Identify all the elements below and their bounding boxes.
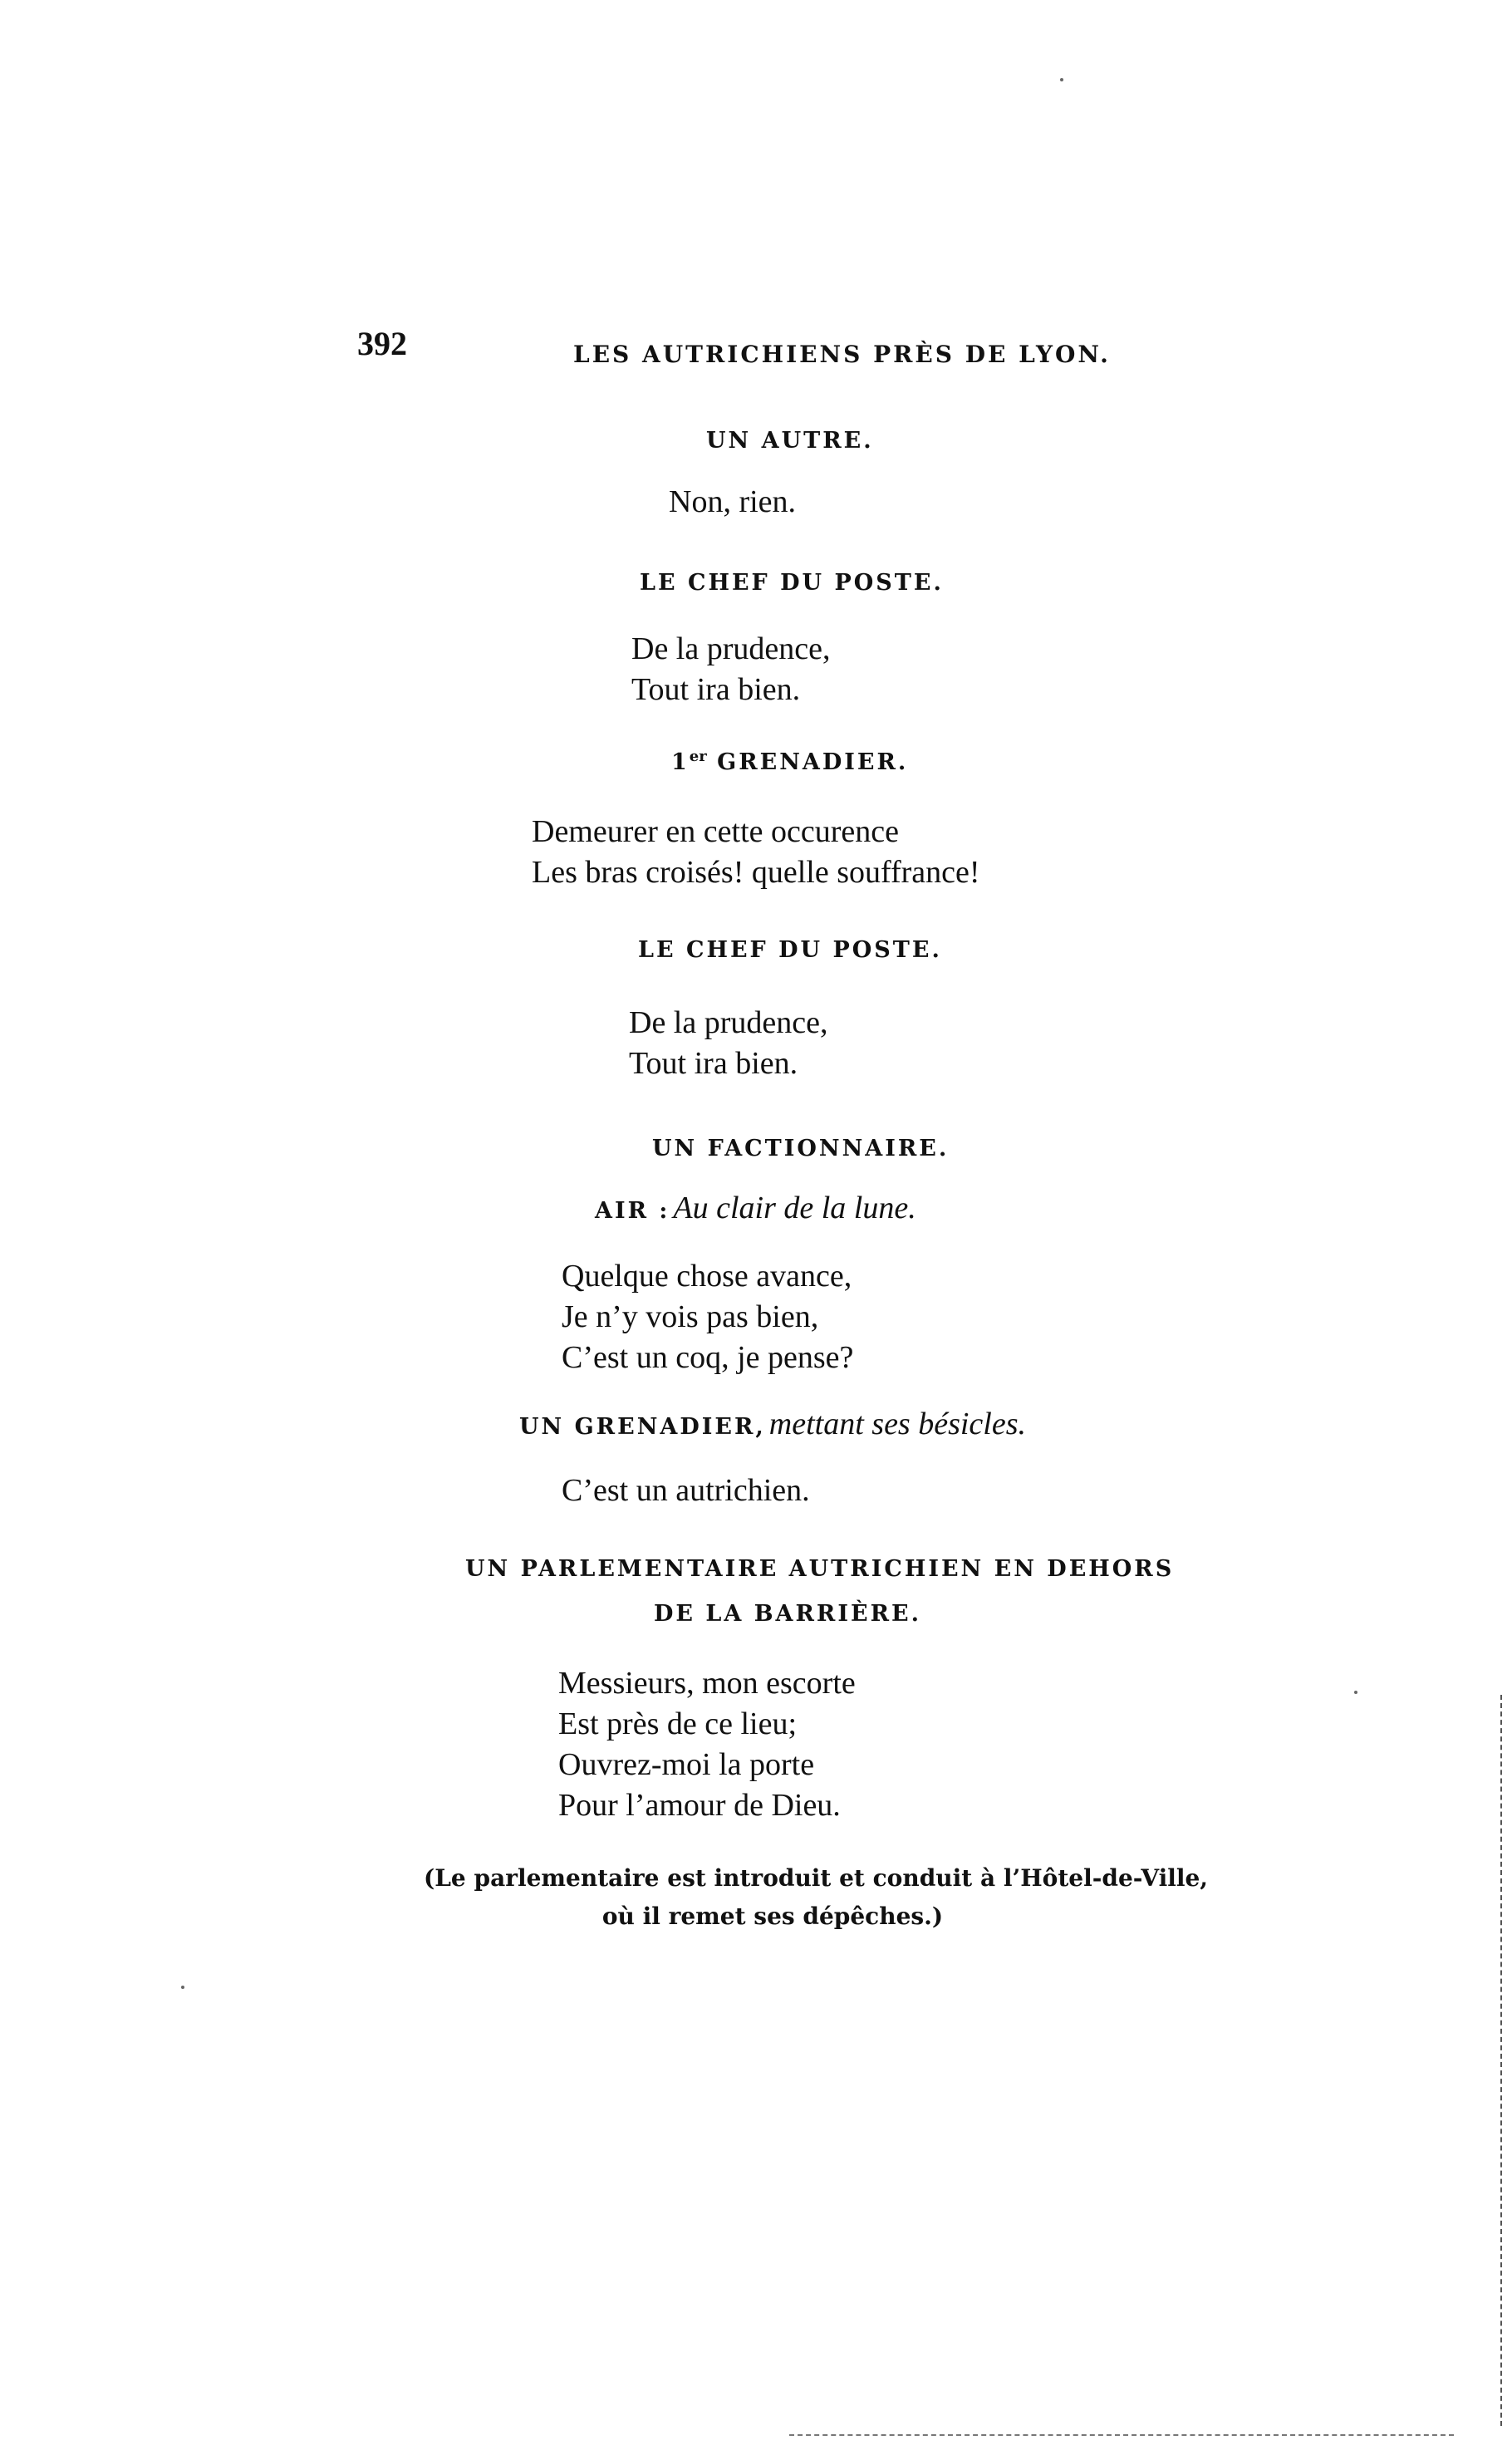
verse-line: De la prudence,: [631, 631, 831, 666]
verse-line: De la prudence,: [629, 1005, 828, 1040]
scan-speck: [1354, 1691, 1357, 1694]
page-number: 392: [357, 325, 407, 362]
verse-line: Non, rien.: [669, 484, 797, 519]
speaker-number: 1: [671, 749, 690, 775]
speaker-chef-du-poste: LE CHEF DU POSTE.: [640, 570, 944, 596]
speaker-ordinal: er: [689, 748, 707, 765]
speaker-premier-grenadier: [671, 748, 908, 775]
speaker-name: UN GRENADIER,: [519, 1414, 766, 1440]
air-title: Au clair de la lune.: [673, 1191, 916, 1225]
stage-direction-line: où il remet ses dépêches.): [601, 1903, 944, 1930]
verse-line: Les bras croisés! quelle souffrance!: [532, 855, 980, 890]
scan-speck: [1060, 78, 1063, 81]
speaker-parlementaire-cont: DE LA BARRIÈRE.: [654, 1601, 922, 1627]
speaker-chef-du-poste: LE CHEF DU POSTE.: [638, 937, 942, 963]
running-head: LES AUTRICHIENS PRÈS DE LYON.: [573, 341, 1111, 368]
verse-line: Pour l’amour de Dieu.: [558, 1788, 841, 1823]
verse-line: Je n’y vois pas bien,: [562, 1299, 819, 1334]
verse-line: Est près de ce lieu;: [558, 1706, 798, 1741]
verse-line: Demeurer en cette occurence: [532, 814, 899, 849]
verse-line: Tout ira bien.: [631, 672, 801, 707]
air-line: [595, 1190, 916, 1226]
verse-line: C’est un coq, je pense?: [562, 1340, 854, 1375]
speaker-grenadier: [519, 1406, 1026, 1442]
air-label: AIR :: [595, 1198, 670, 1224]
verse-line: Ouvrez-moi la porte: [558, 1747, 815, 1782]
verse-line: C’est un autrichien.: [562, 1473, 810, 1508]
scan-speck: [181, 1986, 184, 1989]
speaker-parlementaire: UN PARLEMENTAIRE AUTRICHIEN EN DEHORS: [465, 1556, 1175, 1582]
stage-direction-line: (Le parlementaire est introduit et conduit à l’Hôtel-de-Ville,: [424, 1864, 1209, 1892]
speaker-un-autre: UN AUTRE.: [706, 428, 874, 454]
stage-action: mettant ses bésicles.: [768, 1407, 1027, 1441]
scan-bottom-mark: [789, 2434, 1454, 2436]
scan-edge-mark: [1500, 1695, 1502, 2426]
verse-line: Messieurs, mon escorte: [558, 1666, 856, 1701]
stage-direction: [424, 1859, 1209, 1936]
verse-line: Quelque chose avance,: [562, 1259, 852, 1294]
speaker-name: GRENADIER.: [717, 749, 909, 775]
speaker-factionnaire: UN FACTIONNAIRE.: [652, 1136, 950, 1161]
verse-line: Tout ira bien.: [629, 1046, 798, 1081]
